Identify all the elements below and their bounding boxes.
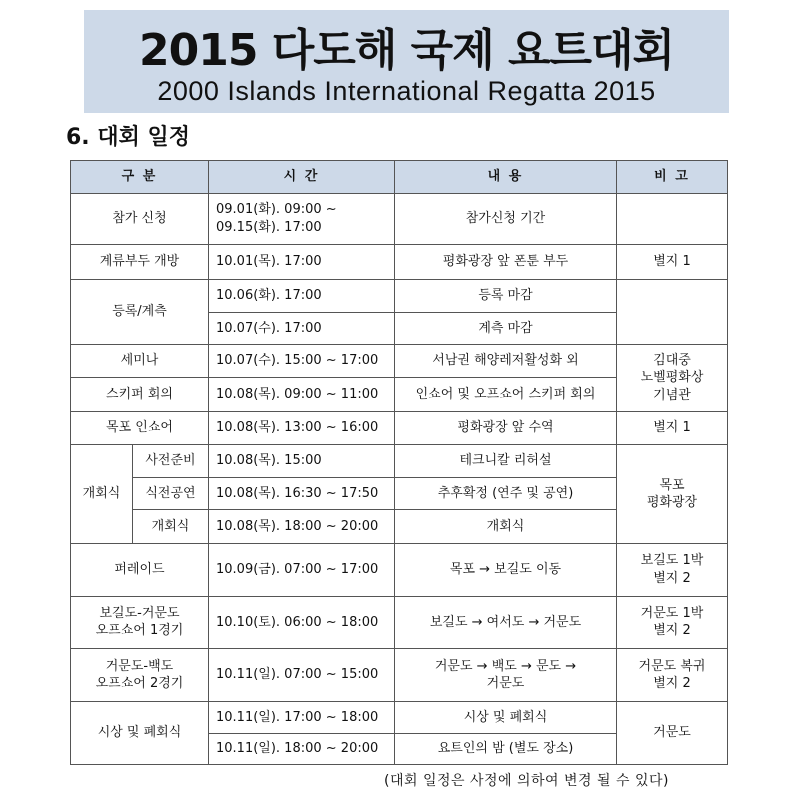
cell-note: 거문도 xyxy=(617,702,728,765)
cell-content: 목포 → 보길도 이동 xyxy=(395,543,617,596)
cell-content: 계측 마감 xyxy=(395,312,617,344)
table-row xyxy=(71,345,728,377)
header-time: 시 간 xyxy=(209,161,395,194)
cell-category: 참가 신청 xyxy=(71,194,209,245)
cell-content: 테크니칼 리허설 xyxy=(395,445,617,477)
note-line: 노벨평화상 xyxy=(640,370,704,386)
cell-time: 10.10(토). 06:00 ~ 18:00 xyxy=(209,596,395,649)
cell-category: 시상 및 폐회식 xyxy=(71,702,209,765)
schedule-footnote: (대회 일정은 사정에 의하여 변경 될 수 있다) xyxy=(384,773,669,789)
table-row xyxy=(71,702,728,733)
cell-note xyxy=(617,345,728,412)
cell-category: 계류부두 개방 xyxy=(71,244,209,279)
table-row xyxy=(71,649,728,702)
note-line: 별지 2 xyxy=(653,570,691,586)
category-line: 보길도-거문도 xyxy=(99,605,180,621)
note-line: 거문도 1박 xyxy=(640,605,704,621)
category-line: 거문도-백도 xyxy=(105,658,174,674)
table-row xyxy=(71,244,728,279)
content-line: 거문도 xyxy=(486,676,525,692)
header-content: 내 용 xyxy=(395,161,617,194)
title-english: 2000 Islands International Regatta 2015 xyxy=(157,76,656,106)
cell-content: 평화광장 앞 폰툰 부두 xyxy=(395,244,617,279)
cell-note: 별지 1 xyxy=(617,244,728,279)
cell-content: 요트인의 밤 (별도 장소) xyxy=(395,733,617,765)
cell-time: 10.01(목). 17:00 xyxy=(209,244,395,279)
cell-time xyxy=(209,194,395,245)
note-line: 별지 2 xyxy=(653,623,691,639)
note-line: 김대중 xyxy=(653,352,691,368)
table-row xyxy=(71,194,728,245)
cell-category: 목포 인쇼어 xyxy=(71,412,209,445)
time-line: 09.01(화). 09:00 ~ xyxy=(216,202,337,218)
cell-time: 10.11(일). 18:00 ~ 20:00 xyxy=(209,733,395,765)
header-note: 비 고 xyxy=(617,161,728,194)
cell-content: 평화광장 앞 수역 xyxy=(395,412,617,445)
cell-category: 퍼레이드 xyxy=(71,543,209,596)
cell-note xyxy=(617,543,728,596)
cell-content: 추후확정 (연주 및 공연) xyxy=(395,477,617,509)
note-line: 목포 xyxy=(659,477,685,493)
cell-time: 10.06(화). 17:00 xyxy=(209,280,395,312)
header-category: 구 분 xyxy=(71,161,209,194)
table-header-row xyxy=(71,161,728,194)
title-banner xyxy=(84,10,729,113)
section-title: 6. 대회 일정 xyxy=(66,125,190,150)
schedule-table xyxy=(70,160,728,765)
table-row xyxy=(71,543,728,596)
cell-time: 10.08(목). 15:00 xyxy=(209,445,395,477)
cell-time: 10.08(목). 13:00 ~ 16:00 xyxy=(209,412,395,445)
cell-note xyxy=(617,280,728,345)
cell-time: 10.11(일). 07:00 ~ 15:00 xyxy=(209,649,395,702)
cell-time: 10.08(목). 16:30 ~ 17:50 xyxy=(209,477,395,509)
note-line: 기념관 xyxy=(653,387,691,403)
note-line: 평화광장 xyxy=(646,495,698,511)
cell-content: 인쇼어 및 오프쇼어 스키퍼 회의 xyxy=(395,377,617,411)
cell-content xyxy=(395,649,617,702)
cell-time: 10.07(수). 15:00 ~ 17:00 xyxy=(209,345,395,377)
cell-content: 서남권 해양레저활성화 외 xyxy=(395,345,617,377)
note-line: 별지 2 xyxy=(653,676,691,692)
cell-note xyxy=(617,596,728,649)
cell-category xyxy=(71,649,209,702)
cell-note xyxy=(617,194,728,245)
table-row xyxy=(71,280,728,312)
table-row xyxy=(71,412,728,445)
time-line: 09.15(화). 17:00 xyxy=(216,219,322,235)
category-line: 오프쇼어 1경기 xyxy=(95,623,184,639)
cell-category xyxy=(71,596,209,649)
title-korean: 2015 다도해 국제 요트대회 xyxy=(139,25,674,76)
cell-category: 스키퍼 회의 xyxy=(71,377,209,411)
content-line: 거문도 → 백도 → 문도 → xyxy=(434,658,577,674)
note-line: 거문도 복귀 xyxy=(638,658,706,674)
cell-time: 10.09(금). 07:00 ~ 17:00 xyxy=(209,543,395,596)
cell-note: 별지 1 xyxy=(617,412,728,445)
table-row xyxy=(71,445,728,477)
cell-time: 10.11(일). 17:00 ~ 18:00 xyxy=(209,702,395,733)
cell-time: 10.08(목). 09:00 ~ 11:00 xyxy=(209,377,395,411)
cell-category: 세미나 xyxy=(71,345,209,377)
table-row xyxy=(71,596,728,649)
cell-group: 개회식 xyxy=(71,445,133,543)
cell-note xyxy=(617,445,728,543)
cell-subcategory: 식전공연 xyxy=(133,477,209,509)
cell-content: 보길도 → 여서도 → 거문도 xyxy=(395,596,617,649)
cell-content: 참가신청 기간 xyxy=(395,194,617,245)
note-line: 보길도 1박 xyxy=(640,553,704,569)
cell-category: 등록/계측 xyxy=(71,280,209,345)
cell-time: 10.08(목). 18:00 ~ 20:00 xyxy=(209,510,395,543)
cell-subcategory: 사전준비 xyxy=(133,445,209,477)
cell-content: 시상 및 폐회식 xyxy=(395,702,617,733)
category-line: 오프쇼어 2경기 xyxy=(95,676,184,692)
cell-note xyxy=(617,649,728,702)
cell-content: 등록 마감 xyxy=(395,280,617,312)
cell-time: 10.07(수). 17:00 xyxy=(209,312,395,344)
cell-subcategory: 개회식 xyxy=(133,510,209,543)
cell-content: 개회식 xyxy=(395,510,617,543)
